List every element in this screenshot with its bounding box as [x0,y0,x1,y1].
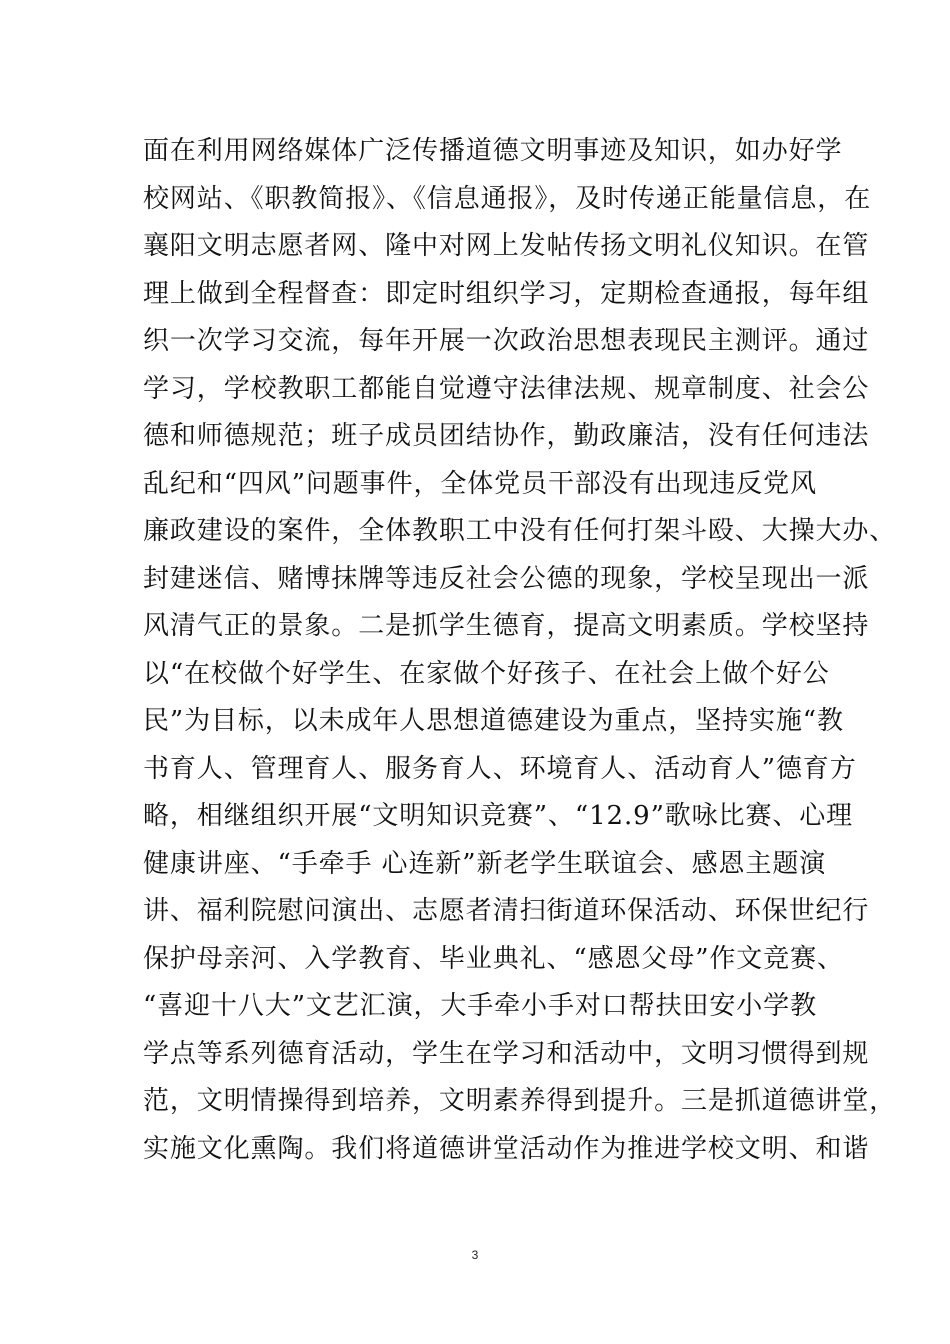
page-number: 3 [471,1248,479,1262]
text-line: 讲、福利院慰问演出、志愿者清扫街道环保活动、环保世纪行 [143,896,870,926]
text-line: 廉政建设的案件，全体教职工中没有任何打架斗殴、大操大办、 [143,516,897,546]
text-line: 德和师德规范；班子成员团结协作，勤政廉洁，没有任何违法 [143,421,870,451]
text-line: 民”为目标，以未成年人思想道德建设为重点，坚持实施“教 [143,706,844,736]
text-line: 范，文明情操得到培养，文明素养得到提升。三是抓道德讲堂， [143,1086,897,1116]
body-text [143,128,897,1173]
text-line: 学习，学校教职工都能自觉遵守法律法规、规章制度、社会公 [143,373,870,404]
text-line: 襄阳文明志愿者网、隆中对网上发帖传扬文明礼仪知识。在管 [143,231,870,261]
text-line: 健康讲座、“手牵手 心连新”新老学生联谊会、感恩主题演 [143,848,827,879]
text-line: 乱纪和“四风”问题事件，全体党员干部没有出现违反党风 [143,468,817,499]
text-line: 封建迷信、赌博抹牌等违反社会公德的现象，学校呈现出一派 [143,563,870,594]
text-line: “喜迎十八大”文艺汇演，大手牵小手对口帮扶田安小学教 [143,991,817,1021]
text-line: 风清气正的景象。二是抓学生德育，提高文明素质。学校坚持 [143,611,870,641]
text-line: 织一次学习交流，每年开展一次政治思想表现民主测评。通过 [143,326,870,356]
text-line: 面在利用网络媒体广泛传播道德文明事迹及知识，如办好学 [143,136,843,166]
text-line: 保护母亲河、入学教育、毕业典礼、“感恩父母”作文竞赛、 [143,943,844,974]
text-line: 实施文化熏陶。我们将道德讲堂活动作为推进学校文明、和谐 [143,1133,870,1164]
text-line: 理上做到全程督查：即定时组织学习，定期检查通报，每年组 [143,278,870,309]
text-line: 以“在校做个好学生、在家做个好孩子、在社会上做个好公 [143,658,830,689]
text-line: 学点等系列德育活动，学生在学习和活动中，文明习惯得到规 [143,1038,870,1069]
text-line: 略，相继组织开展“文明知识竞赛”、“12.9”歌咏比赛、心理 [143,801,854,831]
text-line: 书育人、管理育人、服务育人、环境育人、活动育人”德育方 [143,753,857,784]
text-line: 校网站、《职教简报》、《信息通报》，及时传递正能量信息，在 [143,183,872,214]
